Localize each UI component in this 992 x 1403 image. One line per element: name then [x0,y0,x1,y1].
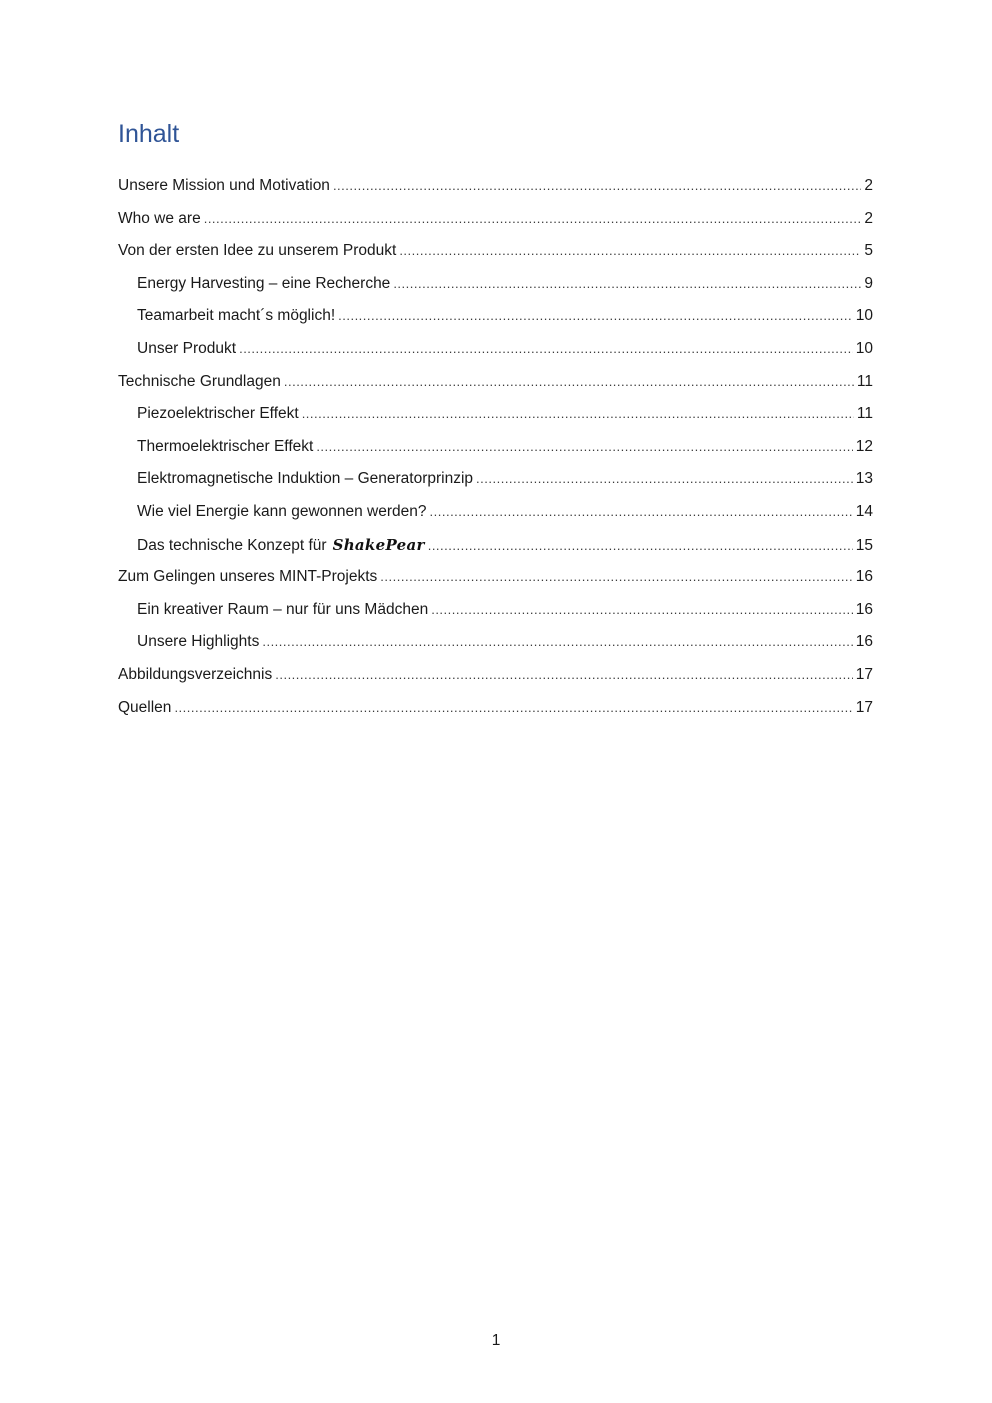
dot-leader [316,431,852,464]
toc-entry-energie-menge[interactable] [118,496,873,529]
toc-entry-title: Abbildungsverzeichnis [118,665,273,683]
toc-entry-page: 16 [855,633,873,651]
dot-leader [174,692,852,725]
dot-leader [393,268,861,301]
toc-entry-page: 9 [864,274,873,292]
toc-entry-technisches-konzept[interactable] [118,529,873,562]
toc-entry-page: 12 [855,437,873,455]
dot-leader [428,530,853,563]
toc-entry-mint-projekt[interactable] [118,561,873,594]
toc-entry-energy-harvesting[interactable] [118,268,873,301]
toc-entry-teamarbeit[interactable] [118,300,873,333]
dot-leader [431,594,853,627]
table-of-contents [118,170,873,724]
toc-entry-title: Piezoelektrischer Effekt [137,405,299,423]
toc-entry-title: Unsere Mission und Motivation [118,177,330,194]
toc-entry-abbildungsverzeichnis[interactable] [118,659,873,692]
toc-entry-title: Technische Grundlagen [118,372,281,390]
toc-heading: Inhalt [118,120,180,148]
toc-entry-page: 16 [855,568,873,586]
toc-entry-thermoelektrisch[interactable] [118,431,873,464]
toc-entry-quellen[interactable] [118,692,873,725]
dot-leader [476,463,853,496]
toc-entry-title: Von der ersten Idee zu unserem Produkt [118,242,397,260]
toc-entry-title: Wie viel Energie kann gewonnen werden? [137,502,427,520]
shakepear-logo: ShakePear [332,535,425,554]
toc-entry-piezoelektrisch[interactable] [118,398,873,431]
toc-entry-title: Unsere Highlights [137,633,260,651]
toc-entry-title: Unser Produkt [137,339,237,357]
toc-entry-page: 11 [856,405,873,423]
dot-leader [302,398,854,431]
dot-leader [275,659,853,692]
toc-entry-page: 2 [864,209,873,227]
toc-entry-idee-zum-produkt[interactable] [118,235,873,268]
toc-entry-title: Quellen [118,698,172,716]
dot-leader [380,561,852,594]
toc-entry-who-we-are[interactable] [118,203,873,236]
dot-leader [333,170,861,203]
toc-entry-title: Energy Harvesting – eine Recherche [137,274,391,292]
toc-entry-page: 2 [864,177,873,194]
dot-leader [262,626,852,659]
toc-entry-unser-produkt[interactable] [118,333,873,366]
toc-entry-page: 17 [855,698,873,716]
toc-entry-title: Elektromagnetische Induktion – Generatorprinzip [137,470,474,488]
toc-entry-page: 16 [855,600,873,618]
dot-leader [284,366,854,399]
toc-entry-technische-grundlagen[interactable] [118,366,873,399]
toc-entry-page: 10 [855,339,873,357]
toc-entry-page: 11 [856,372,873,390]
dot-leader [399,235,861,268]
dot-leader [430,496,853,529]
toc-entry-induktion[interactable] [118,463,873,496]
toc-entry-title: Teamarbeit macht´s möglich! [137,307,336,325]
toc-entry-page: 13 [855,470,873,488]
toc-entry-title: Who we are [118,209,201,227]
toc-entry-mission[interactable] [118,170,873,203]
toc-entry-title: Das technische Konzept für [137,536,327,554]
toc-entry-title: Ein kreativer Raum – nur für uns Mädchen [137,600,429,618]
dot-leader [239,333,853,366]
toc-entry-page: 17 [855,665,873,683]
page-number: 1 [491,1332,501,1349]
toc-entry-highlights[interactable] [118,626,873,659]
toc-entry-title-group [137,529,425,563]
toc-entry-page: 15 [855,536,873,554]
toc-entry-title: Zum Gelingen unseres MINT-Projekts [118,568,378,586]
toc-entry-title: Thermoelektrischer Effekt [137,437,314,455]
toc-entry-kreativer-raum[interactable] [118,594,873,627]
dot-leader [338,300,853,333]
toc-entry-page: 10 [855,307,873,325]
toc-entry-page: 5 [864,242,873,260]
dot-leader [204,203,862,236]
toc-entry-page: 14 [855,502,873,520]
